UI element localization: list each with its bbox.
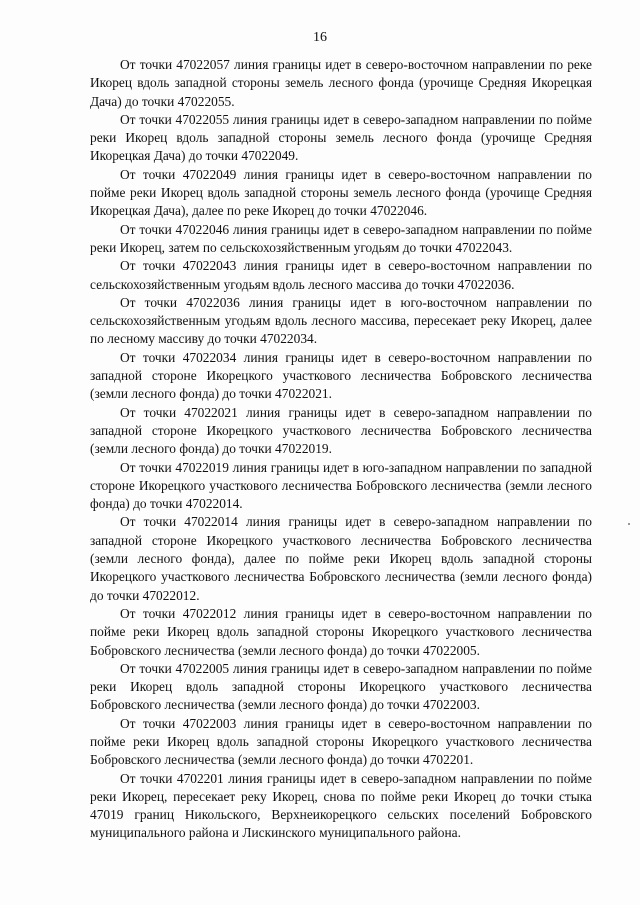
- paragraph-13: От точки 47022003 линия границы идет в северо-восточном направлении по пойме реки Икорец вдоль западной стороны Икорецкого участкового лесничества Бобровского лесничества (земли лесного фонда) до точки 4702201.: [90, 715, 592, 768]
- document-body: [90, 56, 592, 843]
- scan-speck: [628, 523, 630, 525]
- paragraph-9: От точки 47022019 линия границы идет в юго-западном направлении по западной стороне Икорецкого участкового лесничества Бобровского лесничества (земли лесного фонда) до точки 47022014.: [90, 459, 592, 512]
- paragraph-2: От точки 47022055 линия границы идет в северо-западном направлении по пойме реки Икорец вдоль западной стороны земель лесного фонда (урочище Средняя Икорецкая Дача) до точки 47022049.: [90, 111, 592, 164]
- paragraph-14: От точки 4702201 линия границы идет в северо-западном направлении по пойме реки Икорец, пересекает реку Икорец, снова по пойме реки Икорец до точки стыка 47019 границ Никольского, Верхнеикорецкого сельских поселений Бобровского муниципального района и Лискинского муниципального района.: [90, 770, 592, 841]
- paragraph-4: От точки 47022046 линия границы идет в северо-западном направлении по пойме реки Икорец, затем по сельскохозяйственным угодьям до точки 47022043.: [90, 221, 592, 255]
- paragraph-10: От точки 47022014 линия границы идет в северо-западном направлении по западной стороне Икорецкого участкового лесничества Бобровского лесничества (земли лесного фонда), далее по пойме реки Икорец вдоль западной стороны Икорецкого участкового лесничества Бобровского лесничества (земли лесного фонда) до точки 47022012.: [90, 514, 592, 603]
- paragraph-6: От точки 47022036 линия границы идет в юго-восточном направлении по сельскохозяйственным угодьям вдоль лесного массива, пересекает реку Икорец, далее по лесному массиву до точки 47022034.: [90, 294, 592, 347]
- paragraph-8: От точки 47022021 линия границы идет в северо-западном направлении по западной стороне Икорецкого участкового лесничества Бобровского лесничества (земли лесного фонда) до точки 47022019.: [90, 404, 592, 457]
- paragraph-11: От точки 47022012 линия границы идет в северо-восточном направлении по пойме реки Икорец вдоль западной стороны Икорецкого участкового лесничества Бобровского лесничества (земли лесного фонда) до точки 47022005.: [90, 605, 592, 658]
- page-number: 16: [313, 30, 327, 45]
- paragraph-5: От точки 47022043 линия границы идет в северо-восточном направлении по сельскохозяйственным угодьям вдоль лесного массива до точки 47022036.: [90, 258, 592, 292]
- paragraph-7: От точки 47022034 линия границы идет в северо-восточном направлении по западной стороне Икорецкого участкового лесничества Бобровского лесничества (земли лесного фонда) до точки 47022021.: [90, 349, 592, 402]
- paragraph-12: От точки 47022005 линия границы идет в северо-западном направлении по пойме реки Икорец вдоль западной стороны Икорецкого участкового лесничества Бобровского лесничества (земли лесного фонда) до точки 47022003.: [90, 660, 592, 713]
- paragraph-1: От точки 47022057 линия границы идет в северо-восточном направлении по реке Икорец вдоль западной стороны земель лесного фонда (урочище Средняя Икорецкая Дача) до точки 47022055.: [90, 57, 592, 109]
- paragraph-3: От точки 47022049 линия границы идет в северо-восточном направлении по пойме реки Икорец вдоль западной стороны земель лесного фонда (урочище Средняя Икорецкая Дача), далее по реке Икорец до точки 47022046.: [90, 166, 592, 219]
